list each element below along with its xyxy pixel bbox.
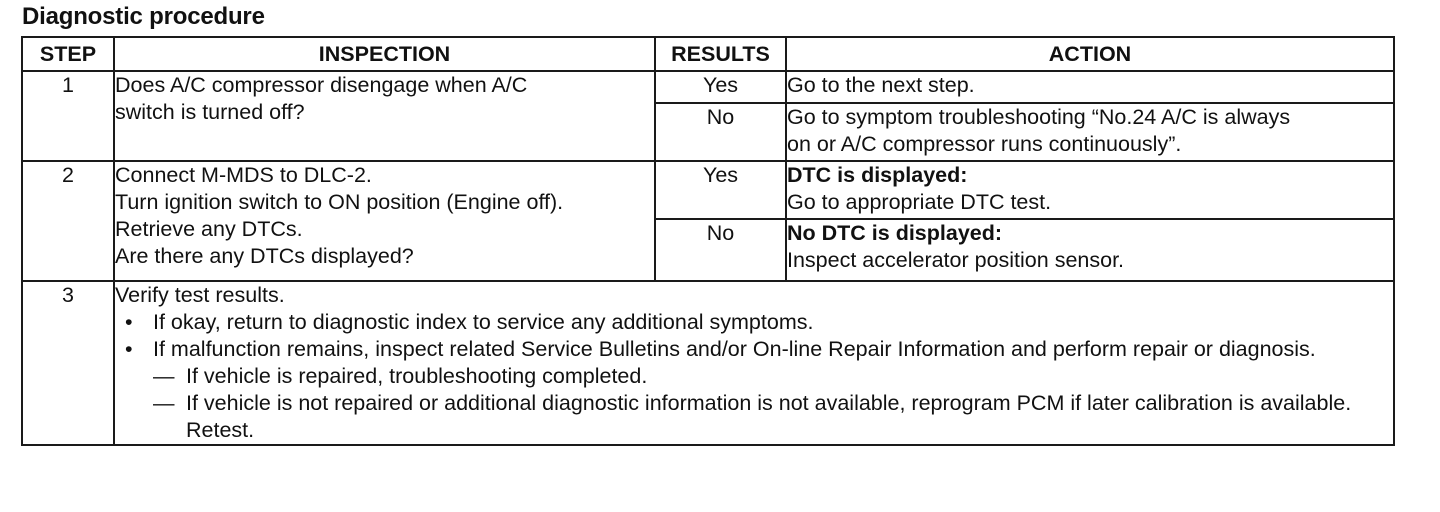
bullet-text: If malfunction remains, inspect related Service Bulletins and/or On-line Repair Information and perform repair or diagnosis. — [153, 337, 1316, 361]
action-heading: No DTC is displayed: — [787, 221, 1003, 245]
list-item — [115, 390, 1393, 444]
inspection-line: Retrieve any DTCs. — [115, 217, 303, 241]
action-heading: DTC is displayed: — [787, 163, 968, 187]
dash-icon: — — [153, 391, 175, 415]
step-number: 1 — [22, 71, 114, 161]
inspection-cell — [114, 71, 655, 161]
header-results: RESULTS — [655, 37, 786, 71]
table-row — [22, 281, 1394, 445]
action-line: Go to symptom troubleshooting “No.24 A/C is always — [787, 105, 1291, 129]
dash-text: If vehicle is repaired, troubleshooting completed. — [186, 364, 648, 388]
header-inspection: INSPECTION — [114, 37, 655, 71]
table-row — [22, 71, 1394, 103]
result-yes: Yes — [655, 71, 786, 103]
table-row — [22, 161, 1394, 219]
list-item — [115, 309, 1393, 336]
dash-text: If vehicle is not repaired or additional diagnostic information is not available, reprogram PCM if later calibration is available. Retest. — [186, 391, 1352, 442]
header-action: ACTION — [786, 37, 1394, 71]
list-item — [115, 336, 1393, 363]
step-number: 2 — [22, 161, 114, 281]
action-cell — [786, 219, 1394, 281]
result-yes: Yes — [655, 161, 786, 219]
inspection-line: Are there any DTCs displayed? — [115, 244, 414, 268]
inspection-line: Connect M-MDS to DLC-2. — [115, 163, 372, 187]
inspection-line: switch is turned off? — [115, 100, 305, 124]
bullet-icon: • — [125, 337, 133, 361]
action-cell: Go to the next step. — [786, 71, 1394, 103]
inspection-cell — [114, 161, 655, 281]
action-cell — [786, 161, 1394, 219]
inspection-line: Turn ignition switch to ON position (Engine off). — [115, 190, 564, 214]
bullet-text: If okay, return to diagnostic index to service any additional symptoms. — [153, 310, 814, 334]
result-no: No — [655, 219, 786, 281]
dash-icon: — — [153, 364, 175, 388]
result-no: No — [655, 103, 786, 161]
action-line: on or A/C compressor runs continuously”. — [787, 132, 1182, 156]
step-number: 3 — [22, 281, 114, 445]
action-line: Go to appropriate DTC test. — [787, 190, 1052, 214]
list-item — [115, 363, 1393, 390]
action-cell — [786, 103, 1394, 161]
table-header-row — [22, 37, 1394, 71]
bullet-icon: • — [125, 310, 133, 334]
header-step: STEP — [22, 37, 114, 71]
inspection-line: Verify test results. — [115, 283, 285, 307]
diagnostic-procedure-table — [21, 36, 1395, 446]
inspection-line: Does A/C compressor disengage when A/C — [115, 73, 528, 97]
page-title: Diagnostic procedure — [22, 3, 265, 30]
inspection-cell — [114, 281, 1394, 445]
action-line: Inspect accelerator position sensor. — [787, 248, 1125, 272]
